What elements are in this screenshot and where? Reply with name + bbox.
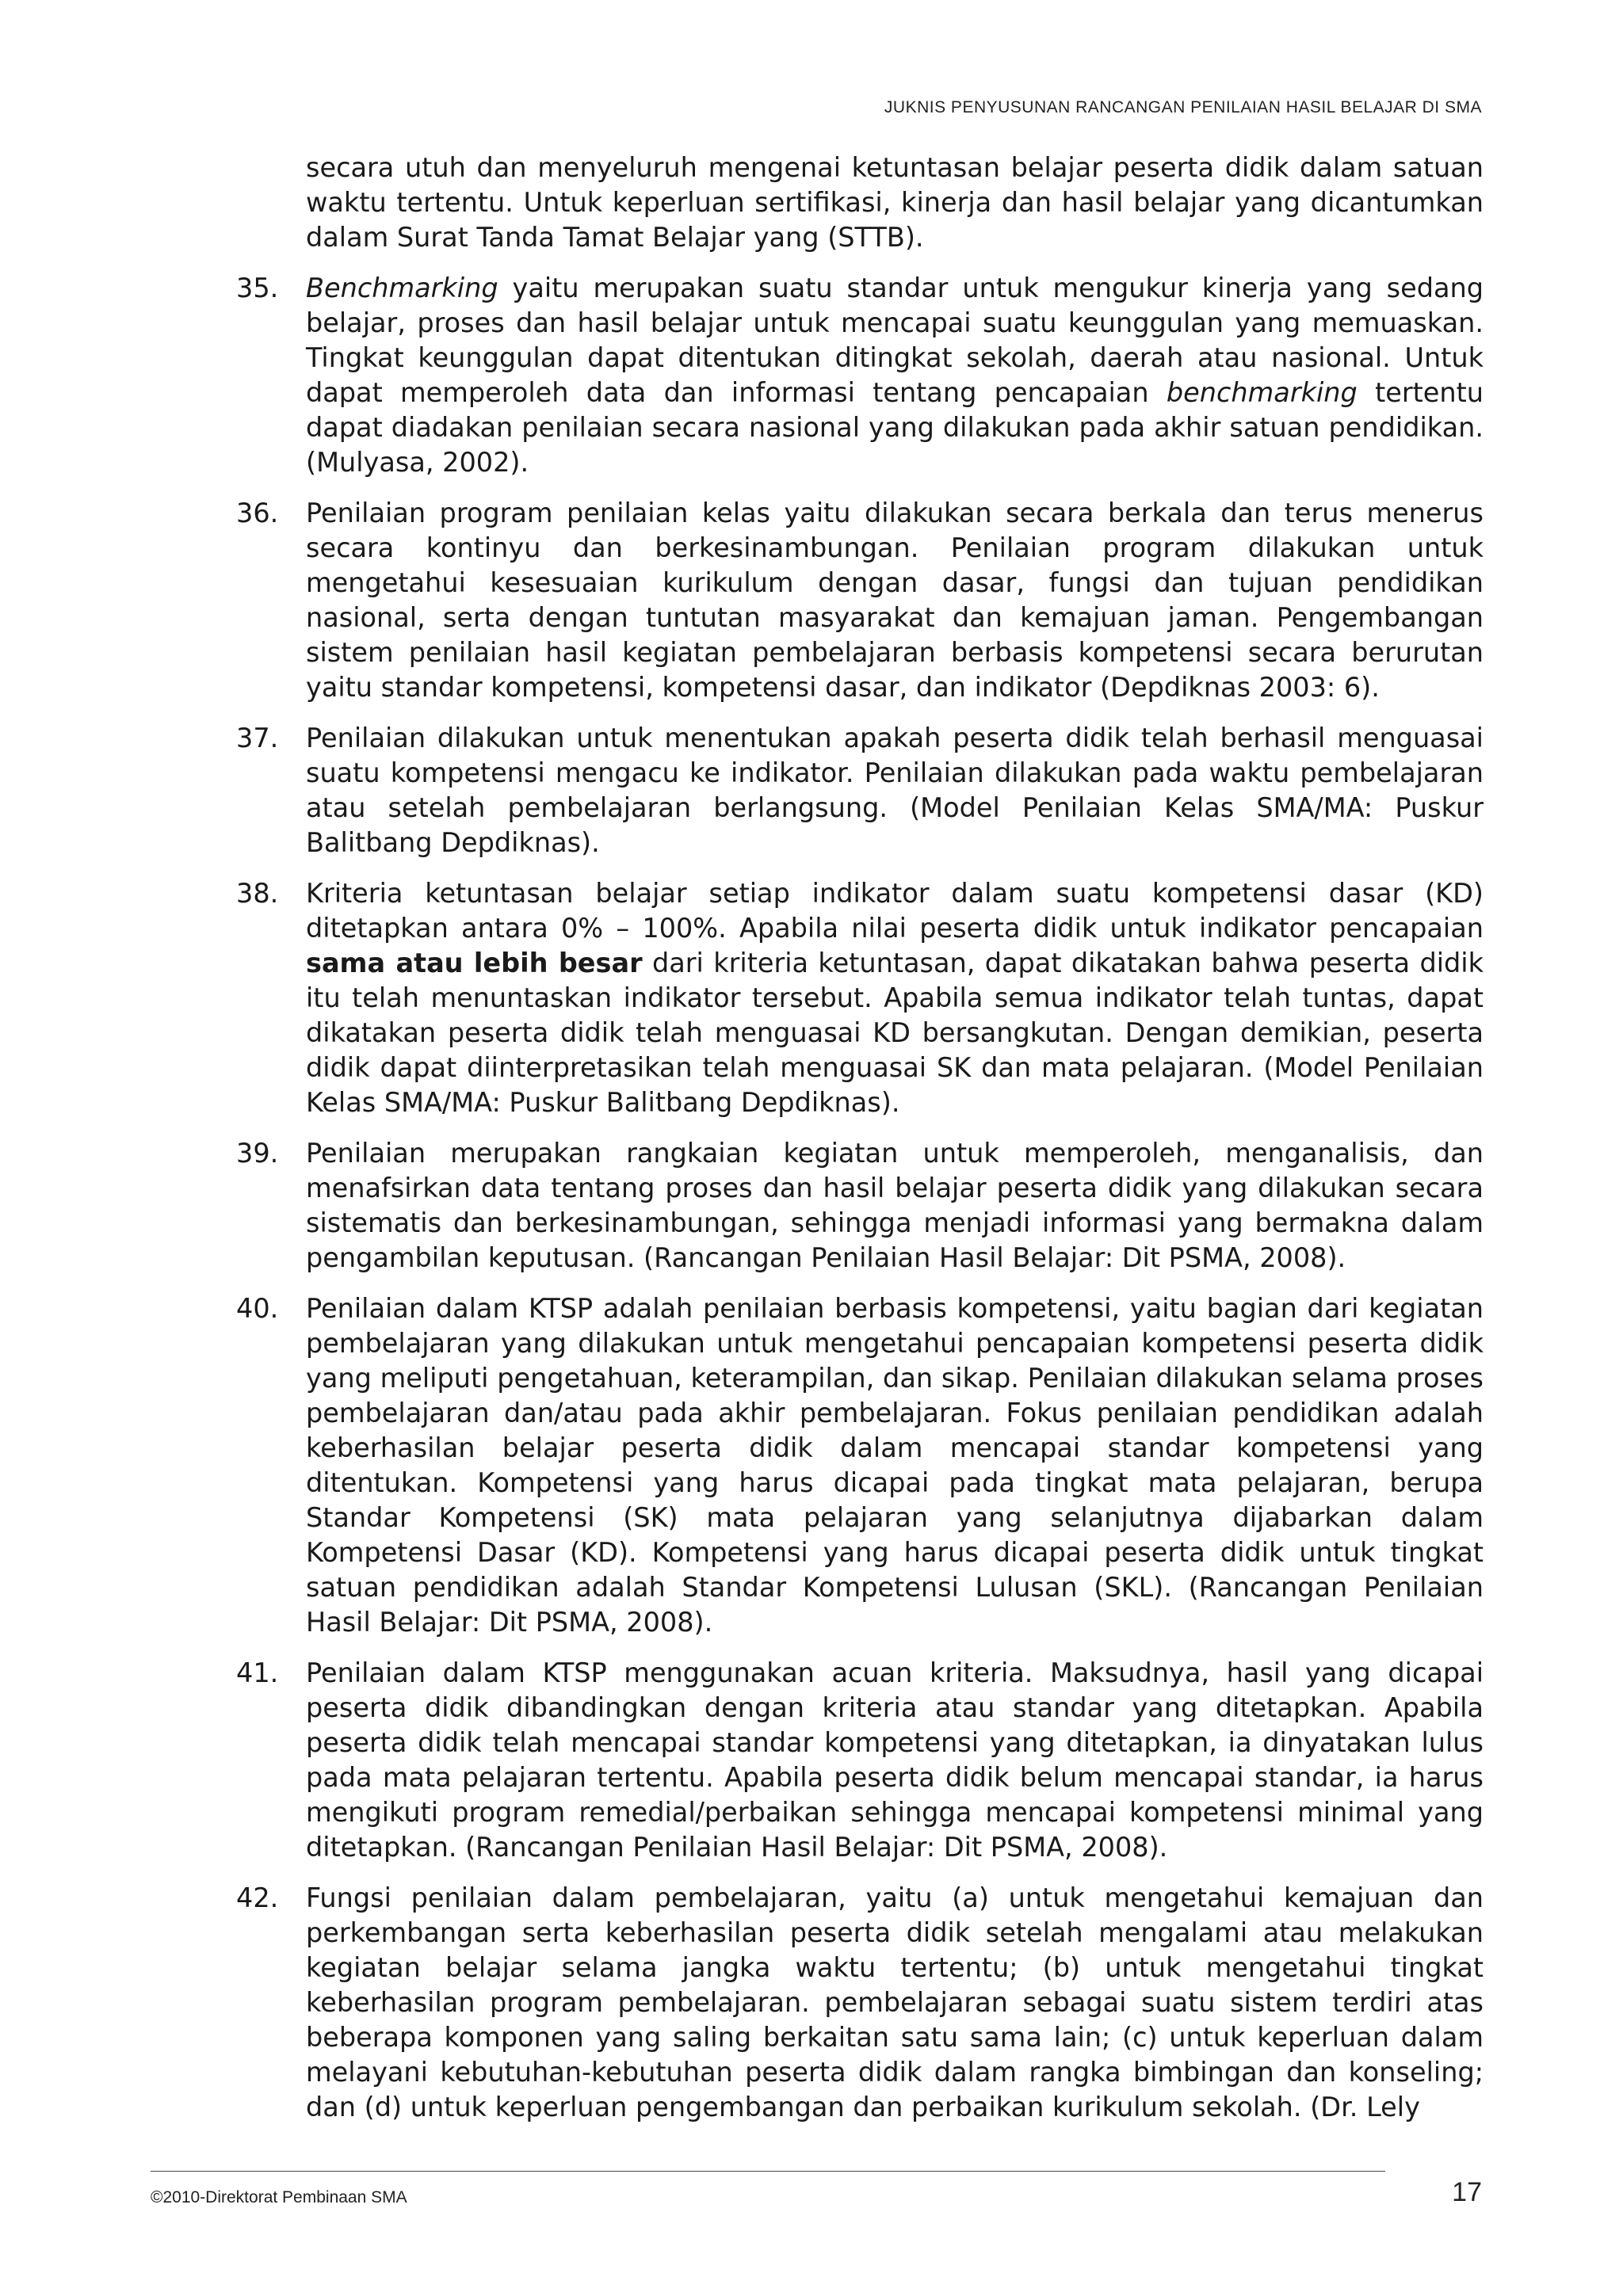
item-number: 41.	[236, 1657, 279, 1688]
item-text: Penilaian program penilaian kelas yaitu dilakukan secara berkala dan terus menerus secara kontinyu dan berkesinambungan. Penilaian program dilakukan untuk mengetahui kesesuaian kurikulum dengan dasar, fungsi dan tujuan pendidikan nasional, serta dengan tuntutan masyarakat dan kemajuan jaman. Pengembangan sistem penilaian hasil kegiatan pembelajaran berbasis kompetensi secara berurutan yaitu standar kompetensi, kompetensi dasar, dan indikator (Depdiknas 2003: 6).	[306, 498, 1484, 703]
footer-divider	[151, 2171, 1385, 2172]
item-text: Fungsi penilaian dalam pembelajaran, yaitu (a) untuk mengetahui kemajuan dan perkembangan serta keberhasilan peserta didik setelah mengalami atau melakukan kegiatan belajar selama jangka waktu tertentu; (b) untuk mengetahui tingkat keberhasilan program pembelajaran. pembelajaran sebagai suatu sistem terdiri atas beberapa komponen yang saling berkaitan satu sama lain; (c) untuk keperluan dalam melayani kebutuhan-kebutuhan peserta didik dalam rangka bimbingan dan konseling; dan (d) untuk keperluan pengembangan dan perbaikan kurikulum sekolah. (Dr. Lely	[306, 1882, 1484, 2122]
list-item-42	[236, 1881, 1484, 2125]
list-item-36	[236, 496, 1484, 705]
item-number: 40.	[236, 1293, 279, 1324]
term-benchmarking: Benchmarking	[306, 273, 498, 303]
item-number: 42.	[236, 1882, 279, 1913]
footer-copyright: ©2010-Direktorat Pembinaan SMA	[151, 2188, 407, 2206]
item-text: Penilaian dilakukan untuk menentukan apakah peserta didik telah berhasil menguasai suatu kompetensi mengacu ke indikator. Penilaian dilakukan pada waktu pembelajaran atau setelah pembelajaran berlangsung. (Model Penilaian Kelas SMA/MA: Puskur Balitbang Depdiknas).	[306, 723, 1484, 858]
item-number: 39.	[236, 1138, 279, 1169]
running-header: JUKNIS PENYUSUNAN RANCANGAN PENILAIAN HASIL BELAJAR DI SMA	[884, 98, 1482, 116]
item-number: 37.	[236, 723, 279, 753]
item-text	[306, 271, 1484, 480]
list-item-35	[236, 271, 1484, 480]
item-text	[306, 876, 1484, 1120]
item-text: Penilaian dalam KTSP menggunakan acuan kriteria. Maksudnya, hasil yang dicapai peserta didik dibandingkan dengan kriteria atau standar yang ditetapkan. Apabila peserta didik telah mencapai standar kompetensi yang ditetapkan, ia dinyatakan lulus pada mata pelajaran tertentu. Apabila peserta didik belum mencapai standar, ia harus mengikuti program remedial/perbaikan sehingga mencapai kompetensi minimal yang ditetapkan. (Rancangan Penilaian Hasil Belajar: Dit PSMA, 2008).	[306, 1657, 1484, 1863]
item-number: 35.	[236, 273, 279, 303]
page-number: 17	[1452, 2177, 1482, 2207]
item-text-part: Kriteria ketuntasan belajar setiap indikator dalam suatu kompetensi dasar (KD) ditetapkan antara 0% – 100%. Apabila nilai peserta didik untuk indikator pencapaian	[306, 878, 1484, 944]
list-item-37	[236, 721, 1484, 860]
list-item-41	[236, 1656, 1484, 1865]
list-item-40	[236, 1291, 1484, 1640]
body-text	[236, 151, 1484, 2125]
item-text: Penilaian dalam KTSP adalah penilaian berbasis kompetensi, yaitu bagian dari kegiatan pembelajaran yang dilakukan untuk mengetahui pencapaian kompetensi peserta didik yang meliputi pengetahuan, keterampilan, dan sikap. Penilaian dilakukan selama proses pembelajaran dan/atau pada akhir pembelajaran. Fokus penilaian pendidikan adalah keberhasilan belajar peserta didik dalam mencapai standar kompetensi yang ditentukan. Kompetensi yang harus dicapai pada tingkat mata pelajaran, berupa Standar Kompetensi (SK) mata pelajaran yang selanjutnya dijabarkan dalam Kompetensi Dasar (KD). Kompetensi yang harus dicapai peserta didik untuk tingkat satuan pendidikan adalah Standar Kompetensi Lulusan (SKL). (Rancangan Penilaian Hasil Belajar: Dit PSMA, 2008).	[306, 1293, 1484, 1638]
item-text: Penilaian merupakan rangkaian kegiatan untuk memperoleh, menganalisis, dan menafsirkan data tentang proses dan hasil belajar peserta didik yang dilakukan secara sistematis dan berkesinambungan, sehingga menjadi informasi yang bermakna dalam pengambilan keputusan. (Rancangan Penilaian Hasil Belajar: Dit PSMA, 2008).	[306, 1138, 1484, 1273]
item-text-part: yaitu merupakan suatu standar untuk mengukur kinerja yang sedang belajar, proses dan hasil belajar untuk mencapai suatu keunggulan yang memuaskan. Tingkat keunggulan dapat ditentukan ditingkat sekolah, daerah atau nasional. Untuk dapat memperoleh data dan informasi tentang pencapaian	[306, 273, 1484, 408]
item-number: 38.	[236, 878, 279, 909]
list-item-38	[236, 876, 1484, 1120]
bold-phrase: sama atau lebih besar	[306, 948, 643, 978]
item-text-part: dari kriteria ketuntasan, dapat dikatakan bahwa peserta didik itu telah menuntaskan indikator tersebut. Apabila semua indikator telah tuntas, dapat dikatakan peserta didik telah menguasai KD bersangkutan. Dengan demikian, peserta didik dapat diinterpretasikan telah menguasai SK dan mata pelajaran. (Model Penilaian Kelas SMA/MA: Puskur Balitbang Depdiknas).	[306, 948, 1484, 1118]
term-benchmarking-2: benchmarking	[1166, 377, 1358, 408]
continued-paragraph: secara utuh dan menyeluruh mengenai ketuntasan belajar peserta didik dalam satuan waktu tertentu. Untuk keperluan sertifikasi, kinerja dan hasil belajar yang dicantumkan dalam Surat Tanda Tamat Belajar yang (STTB).	[306, 152, 1484, 253]
item-number: 36.	[236, 498, 279, 528]
list-item-39	[236, 1136, 1484, 1276]
item-text-part: tertentu dapat diadakan penilaian secara nasional yang dilakukan pada akhir satuan pendidikan. (Mulyasa, 2002).	[306, 377, 1484, 478]
